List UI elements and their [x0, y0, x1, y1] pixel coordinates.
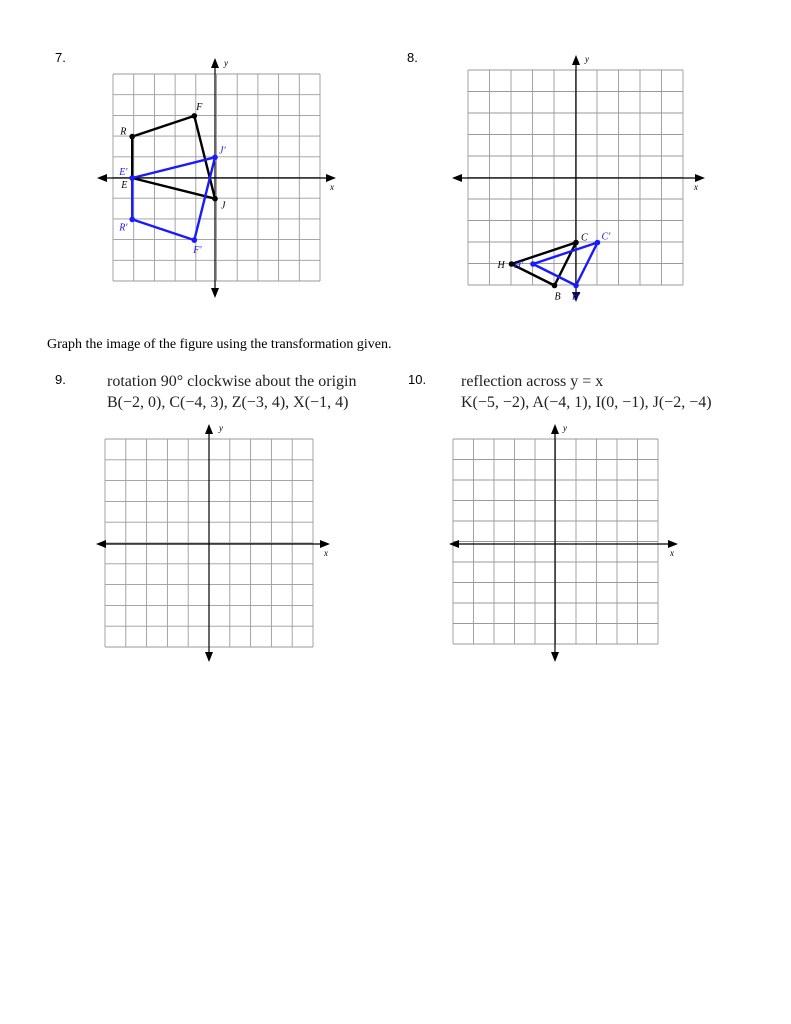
y-axis-label: y — [219, 423, 223, 433]
y-axis-label: y — [563, 423, 567, 433]
x-axis-right-arrow — [668, 540, 678, 548]
image-vertex — [129, 175, 135, 181]
graph-7-figures — [118, 102, 226, 256]
original-vertex — [552, 283, 558, 289]
original-vertex-label: R — [120, 126, 127, 138]
graph-10[interactable] — [448, 420, 688, 665]
x-axis-left-arrow — [97, 174, 107, 182]
original-vertex — [129, 134, 135, 140]
x-axis-left-arrow — [452, 174, 462, 182]
x-axis-label: x — [330, 182, 334, 192]
image-vertex — [129, 217, 135, 223]
y-axis-up-arrow — [211, 58, 219, 68]
original-vertex-label: J — [221, 200, 226, 212]
graph-10-axes — [449, 423, 678, 662]
problem-10-text — [461, 371, 712, 413]
image-vertex-label: C' — [601, 231, 611, 243]
problem-8-number: 8. — [407, 50, 418, 65]
problem-7-number: 7. — [55, 50, 66, 65]
image-vertex — [530, 261, 536, 267]
image-vertex-label: J' — [219, 145, 226, 157]
y-axis-label: y — [585, 54, 589, 64]
image-vertex — [573, 283, 579, 289]
x-axis-right-arrow — [695, 174, 705, 182]
original-vertex-label: E — [121, 180, 128, 191]
problem-10-points: K(−5, −2), A(−4, 1), I(0, −1), J(−2, −4) — [461, 394, 712, 411]
original-vertex — [212, 196, 218, 202]
original-vertex-label: C — [581, 232, 588, 244]
problem-10-number: 10. — [408, 372, 427, 387]
image-vertex — [192, 237, 198, 243]
graph-9[interactable] — [95, 420, 340, 665]
image-vertex — [212, 155, 218, 161]
image-vertex-label: F' — [193, 245, 202, 257]
x-axis-label: x — [324, 548, 328, 558]
original-vertex — [192, 113, 198, 119]
y-axis-down-arrow — [551, 652, 559, 662]
problem-10-transformation: reflection across y = x — [461, 373, 604, 390]
original-vertex-label: H — [497, 260, 505, 271]
x-axis-label: x — [670, 548, 674, 558]
original-vertex-label: F — [196, 101, 203, 113]
graph-8 — [450, 55, 710, 305]
graph-7 — [94, 55, 344, 300]
image-vertex-label: E' — [119, 167, 128, 178]
y-axis-label: y — [224, 58, 228, 68]
y-axis-up-arrow — [551, 424, 559, 434]
original-vertex — [573, 240, 579, 246]
problem-9-number: 9. — [55, 372, 66, 387]
problem-9-points: B(−2, 0), C(−4, 3), Z(−3, 4), X(−1, 4) — [107, 394, 349, 411]
image-vertex-label: R' — [119, 222, 128, 234]
problem-9-text — [107, 371, 356, 413]
x-axis-left-arrow — [96, 540, 106, 548]
y-axis-down-arrow — [211, 288, 219, 298]
image-vertex-label: B' — [572, 291, 581, 303]
original-polygon — [132, 116, 215, 199]
original-vertex-label: B — [554, 291, 561, 303]
y-axis-down-arrow — [205, 652, 213, 662]
x-axis-right-arrow — [320, 540, 330, 548]
image-vertex — [595, 240, 601, 246]
image-polygon — [132, 157, 215, 240]
y-axis-up-arrow — [205, 424, 213, 434]
y-axis-up-arrow — [572, 55, 580, 65]
x-axis-right-arrow — [326, 174, 336, 182]
image-vertex-label: H' — [514, 260, 524, 271]
x-axis-label: x — [694, 182, 698, 192]
instruction-text: Graph the image of the figure using the transformation given. — [47, 337, 392, 352]
problem-9-transformation: rotation 90° clockwise about the origin — [107, 373, 357, 390]
